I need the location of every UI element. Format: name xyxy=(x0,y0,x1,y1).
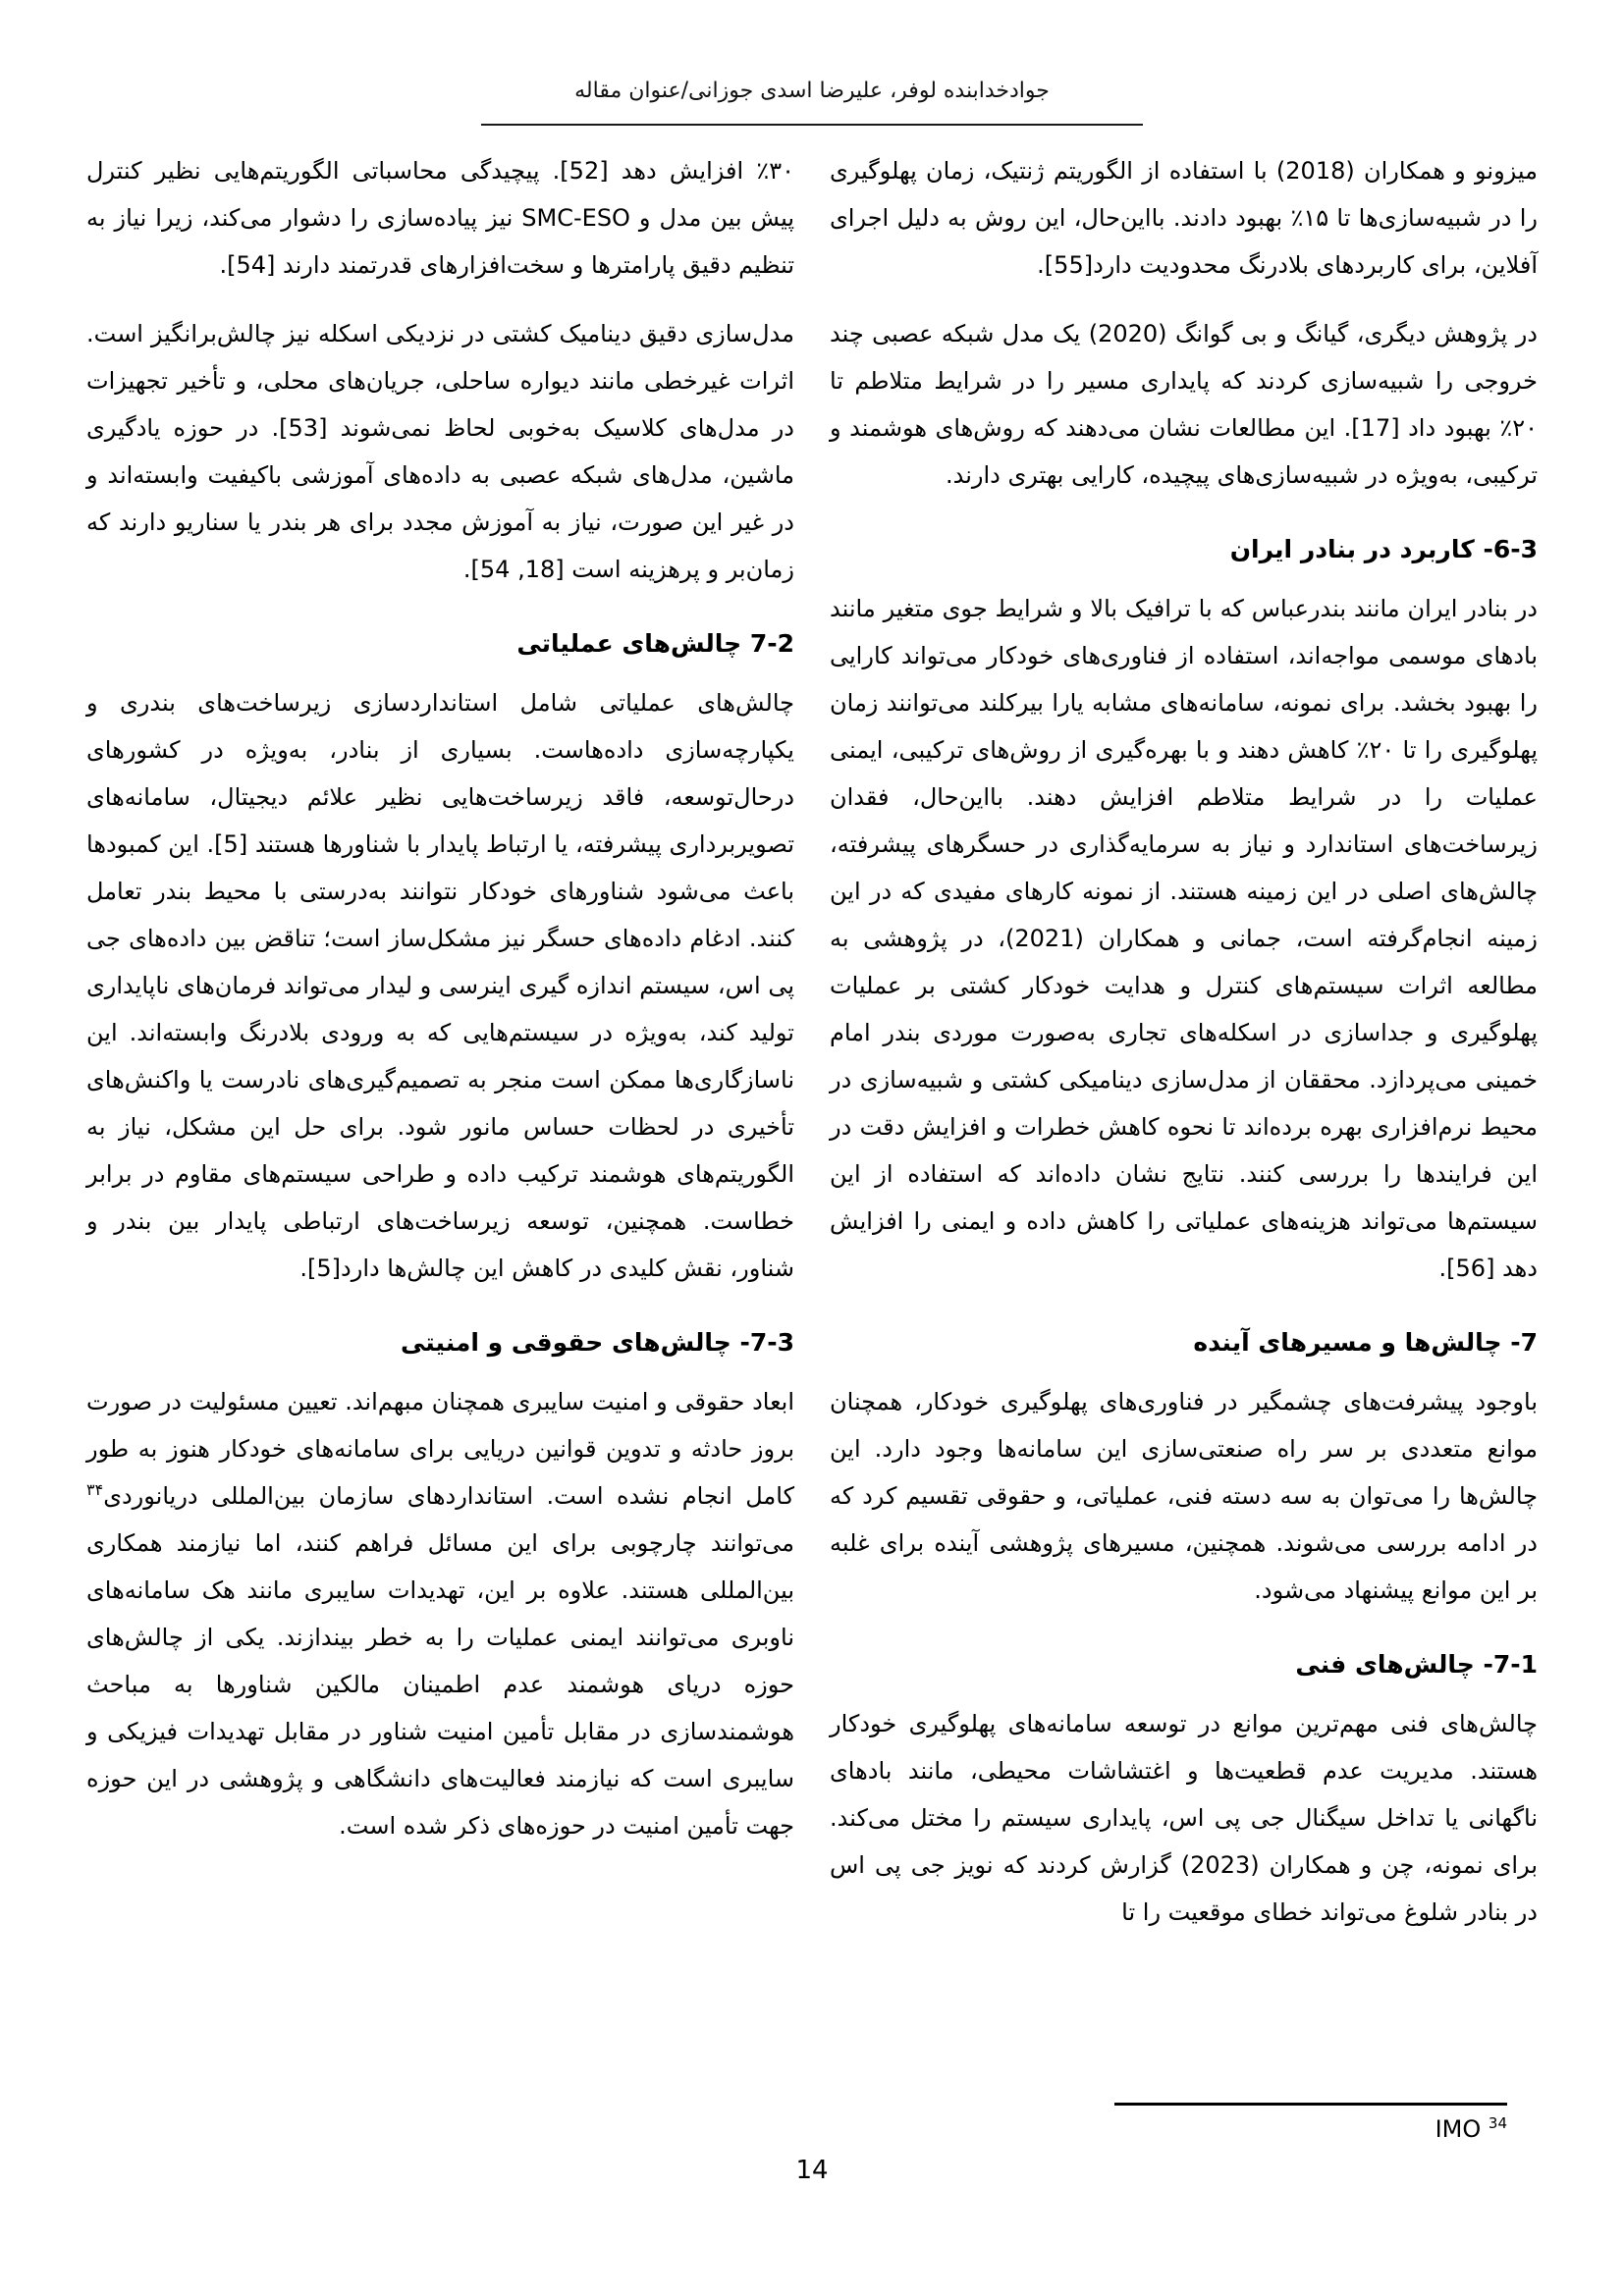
running-head-rule xyxy=(481,124,1143,126)
running-head: جوادخدابنده لوفر، علیرضا اسدی جوزانی/عنوان مقاله xyxy=(574,79,1050,103)
section-heading-7-3: 7-3- چالش‌های حقوقی و امنیتی xyxy=(401,1328,794,1357)
section-heading-7-1: 7-1- چالش‌های فنی xyxy=(1295,1650,1538,1679)
section-heading-7-2: 7-2 چالش‌های عملیاتی xyxy=(516,629,794,658)
paragraph: در پژوهش دیگری، گیانگ و بی گوانگ (2020) یک مدل شبکه عصبی چند خروجی را شبیه‌سازی کردند که پایداری مسیر را در شرایط متلاطم تا ۲۰‏٪ بهبود داد [17]. این مطالعات نشان می‌دهند که روش‌های هوشمند و ترکیبی، به‌ویژه در شبیه‌سازی‌های پیچیده، کارایی بهتری دارند. xyxy=(830,320,1538,489)
paragraph: ۳۰‏٪ افزایش دهد [52]. پیچیدگی محاسباتی الگوریتم‌هایی نظیر کنترل پیش بین مدل و SMC-ESO نیز پیاده‌سازی را دشوار می‌کند، زیرا نیاز به تنظیم دقیق پارامترها و سخت‌افزارهای قدرتمند دارند [54]. xyxy=(86,157,794,279)
paragraph: میزونو و همکاران (2018) با استفاده از الگوریتم ژنتیک، زمان پهلوگیری را در شبیه‌سازی‌ها تا ۱۵‏٪ بهبود دادند. بااین‌حال، این روش به دلیل اجرای آفلاین، برای کاربردهای بلادرنگ محدودیت دارد[55]. xyxy=(830,157,1539,279)
footnote-text: IMO xyxy=(1435,2115,1482,2143)
section-heading-6-3: 6-3- کاربرد در بنادر ایران xyxy=(1229,535,1538,563)
footnote xyxy=(1114,2103,1507,2143)
paragraph xyxy=(86,1378,794,1849)
paragraph-text: ابعاد حقوقی و امنیت سایبری همچنان مبهم‌اند. تعیین مسئولیت در صورت بروز حادثه و تدوین قوانین دریایی برای سامانه‌های خودکار هنوز به طور کامل انجام نشده است. استانداردهای سازمان بین‌المللی دریانوردی xyxy=(86,1388,794,1510)
footnote-number: 34 xyxy=(1488,2114,1507,2132)
page-number: 14 xyxy=(795,2156,829,2185)
paragraph-text: می‌توانند چارچوبی برای این مسائل فراهم کنند، اما نیازمند همکاری بین‌المللی هستند. علاوه بر این، تهدیدات سایبری مانند هک سامانه‌های ناوبری می‌توانند ایمنی عملیات را به خطر بیندازند. یکی از چالش‌های حوزه دریای هوشمند عدم اطمینان مالکین شناورها به مباحث هوشمندسازی در مقابل تأمین امنیت شناور در مقابل تهدیدات فیزیکی و سایبری است که نیازمند فعالیت‌های دانشگاهی و پژوهشی در این حوزه جهت تأمین امنیت در حوزه‌های ذکر شده است. xyxy=(86,1529,794,1840)
column-left xyxy=(86,147,794,1957)
footnote-reference-marker: ۳۴ xyxy=(86,1480,104,1499)
paragraph: باوجود پیشرفت‌های چشمگیر در فناوری‌های پهلوگیری خودکار، همچنان موانع متعددی بر سر راه صنعتی‌سازی این سامانه‌ها وجود دارد. این چالش‌ها را می‌توان به سه دسته فنی، عملیاتی، و حقوقی تقسیم کرد که در ادامه بررسی می‌شوند. همچنین، مسیرهای پژوهشی آینده برای غلبه بر این موانع پیشنهاد می‌شود. xyxy=(830,1388,1538,1604)
paragraph: چالش‌های فنی مهم‌ترین موانع در توسعه سامانه‌های پهلوگیری خودکار هستند. مدیریت عدم قطعیت‌ها و اغتشاشات محیطی، مانند بادهای ناگهانی یا تداخل سیگنال جی پی اس، پایداری سیستم را مختل می‌کند. برای نمونه، چن و همکاران (2023) گزارش کردند که نویز جی پی اس در بنادر شلوغ می‌تواند خطای موقعیت را تا xyxy=(830,1710,1538,1926)
paragraph: مدل‌سازی دقیق دینامیک کشتی در نزدیکی اسکله نیز چالش‌برانگیز است. اثرات غیرخطی مانند دیواره ساحلی، جریان‌های محلی، و تأخیر تجهیزات در مدل‌های کلاسیک به‌خوبی لحاظ نمی‌شوند [53]. در حوزه یادگیری ماشین، مدل‌های شبکه عصبی به داده‌های آموزشی باکیفیت وابسته‌اند و در غیر این صورت، نیاز به آموزش مجدد برای هر بندر یا سناریو دارند که زمان‌بر و پرهزینه است [18, 54]. xyxy=(86,320,794,583)
column-right xyxy=(830,147,1538,1957)
paragraph: چالش‌های عملیاتی شامل استانداردسازی زیرساخت‌های بندری و یکپارچه‌سازی داده‌هاست. بسیاری از بنادر، به‌ویژه در کشورهای درحال‌توسعه، فاقد زیرساخت‌هایی نظیر علائم دیجیتال، سامانه‌های تصویربرداری پیشرفته، یا ارتباط پایدار با شناورها هستند [5]. این کمبودها باعث می‌شود شناورهای خودکار نتوانند به‌درستی با محیط بندر تعامل کنند. ادغام داده‌های حسگر نیز مشکل‌ساز است؛ تناقض بین داده‌های جی پی اس، سیستم اندازه گیری اینرسی و لیدار می‌تواند فرمان‌های ناپایداری تولید کند، به‌ویژه در سیستم‌هایی که به ورودی بلادرنگ وابسته‌اند. این ناسازگاری‌ها ممکن است منجر به تصمیم‌گیری‌های نادرست یا واکنش‌های تأخیری در لحظات حساس مانور شود. برای حل این مشکل، نیاز به الگوریتم‌های هوشمند ترکیب داده و طراحی سیستم‌های مقاوم در برابر خطاست. همچنین، توسعه زیرساخت‌های ارتباطی پایدار بین بندر و شناور، نقش کلیدی در کاهش این چالش‌ها دارد[5]. xyxy=(86,689,794,1282)
two-column-body xyxy=(86,147,1538,1957)
paragraph: در بنادر ایران مانند بندرعباس که با ترافیک بالا و شرایط جوی متغیر مانند بادهای موسمی مواجه‌اند، استفاده از فناوری‌های خودکار می‌تواند کارایی را بهبود بخشد. برای نمونه، سامانه‌های مشابه یارا بیرکلند می‌توانند زمان پهلوگیری را تا ۲۰‏٪ کاهش دهند و با بهره‌گیری از روش‌های ترکیبی، ایمنی عملیات را در شرایط متلاطم افزایش دهند. بااین‌حال، فقدان زیرساخت‌های استاندارد و نیاز به سرمایه‌گذاری در حسگرهای پیشرفته، چالش‌های اصلی در این زمینه هستند. از نمونه کارهای مفیدی که در این زمینه انجام‌گرفته است، جمانی و همکاران (2021)، در پژوهشی به مطالعه اثرات سیستم‌های کنترل و هدایت خودکار کشتی بر عملیات پهلوگیری و جداسازی در اسکله‌های تجاری به‌صورت موردی بندر امام خمینی می‌پردازد. محققان از مدل‌سازی دینامیکی کشتی و شبیه‌سازی در محیط نرم‌افزاری بهره برده‌اند تا نحوه کاهش خطرات و افزایش دقت در این فرایندها را بررسی کنند. نتایج نشان داده‌اند که استفاده از این سیستم‌ها می‌تواند هزینه‌های عملیاتی را کاهش داده و ایمنی را افزایش دهد [56]. xyxy=(830,595,1538,1282)
section-heading-7: 7- چالش‌ها و مسیرهای آینده xyxy=(1193,1328,1538,1357)
